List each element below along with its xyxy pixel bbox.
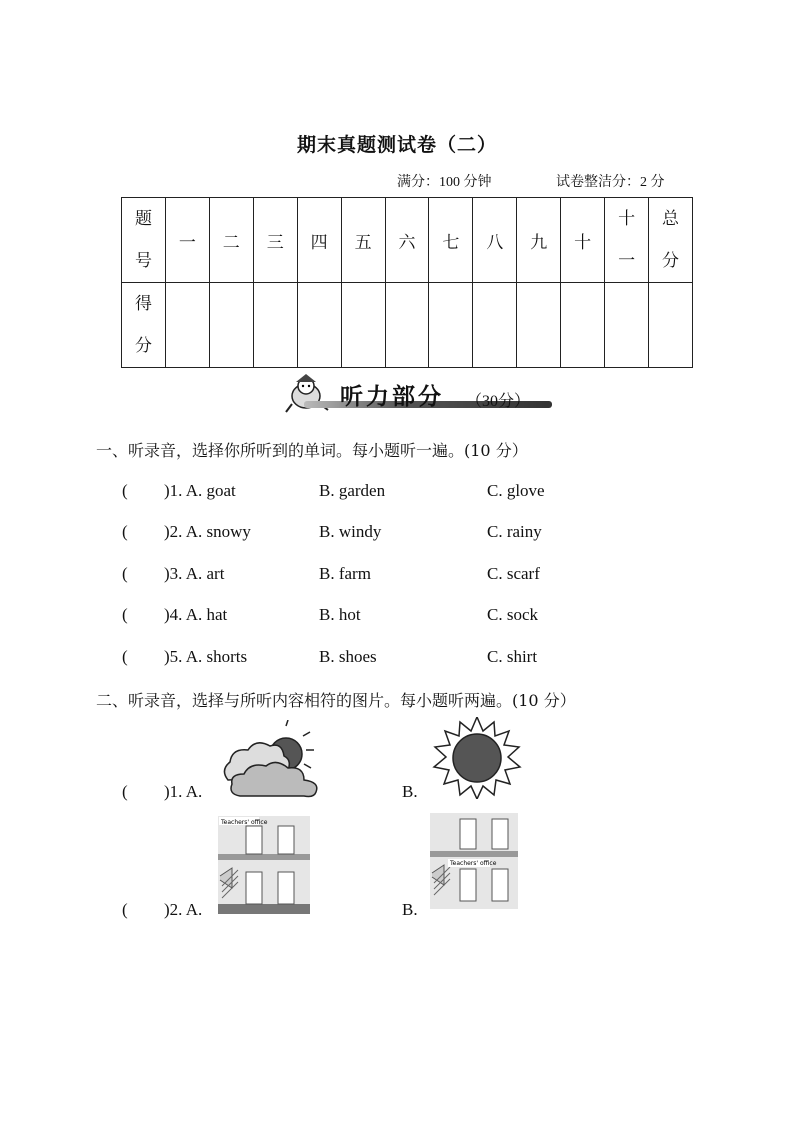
banner-points: （30分）: [466, 393, 531, 410]
score-cell[interactable]: [341, 283, 385, 368]
header-cell: 七: [429, 198, 473, 283]
score-cell[interactable]: [517, 283, 561, 368]
score-row-label: 得 分: [122, 283, 166, 368]
question-1-b: B. garden: [319, 481, 386, 500]
header-cell: 四: [297, 198, 341, 283]
question-2-c: C. rainy: [487, 522, 542, 541]
question-4-c: C. sock: [487, 605, 538, 624]
full-score: 满分：100 分钟: [397, 175, 492, 190]
section1-heading: 一、听录音，选择你所听到的单词。每小题听一遍。(10 分）: [96, 441, 528, 460]
score-cell[interactable]: [165, 283, 209, 368]
score-table: [121, 197, 693, 368]
header-cell: 一: [165, 198, 209, 283]
header-cell: 九: [517, 198, 561, 283]
answer-paren[interactable]: (: [122, 481, 128, 500]
question-5-a: )5. A. shorts: [164, 647, 248, 666]
mascot-icon: [282, 374, 332, 414]
question-5-c: C. shirt: [487, 647, 538, 666]
s2-question-2-a: )2. A.: [164, 900, 203, 919]
header-cell-total: 总 分: [649, 198, 693, 283]
neat-score: 试卷整洁分：2 分: [556, 175, 665, 190]
building-picture-a: [218, 816, 310, 914]
question-2-a: )2. A. snowy: [164, 522, 251, 541]
header-cell-eleven: 十 一: [605, 198, 649, 283]
question-3-a: )3. A. art: [164, 564, 225, 583]
header-cell: 三: [253, 198, 297, 283]
question-3-b: B. farm: [319, 564, 371, 583]
question-1-c: C. glove: [487, 481, 545, 500]
listening-banner: [282, 374, 552, 414]
sign-text-a: Teachers' office: [221, 819, 268, 826]
question-5-b: B. shoes: [319, 647, 377, 666]
header-cell: 二: [209, 198, 253, 283]
answer-paren[interactable]: (: [122, 900, 128, 919]
sun-icon: [432, 717, 522, 799]
question-4-a: )4. A. hat: [164, 605, 228, 624]
page-title: 期末真题测试卷（二）: [296, 134, 497, 156]
building-picture-b: [430, 813, 518, 909]
s2-question-1-b: B.: [402, 782, 418, 801]
answer-paren[interactable]: (: [122, 782, 128, 801]
header-cell: 六: [385, 198, 429, 283]
answer-paren[interactable]: (: [122, 605, 128, 624]
score-cell[interactable]: [649, 283, 693, 368]
banner-text: 听力部分: [340, 384, 444, 410]
s2-question-2-b: B.: [402, 900, 418, 919]
score-cell[interactable]: [385, 283, 429, 368]
sign-text-b: Teachers' office: [450, 860, 497, 867]
score-cell[interactable]: [297, 283, 341, 368]
score-cell[interactable]: [209, 283, 253, 368]
score-cell[interactable]: [605, 283, 649, 368]
section2-heading: 二、听录音，选择与所听内容相符的图片。每小题听两遍。(10 分）: [96, 691, 576, 710]
score-cell[interactable]: [473, 283, 517, 368]
score-cell[interactable]: [253, 283, 297, 368]
answer-paren[interactable]: (: [122, 564, 128, 583]
question-1-a: )1. A. goat: [164, 481, 236, 500]
score-cell[interactable]: [561, 283, 605, 368]
header-cell: 五: [341, 198, 385, 283]
question-3-c: C. scarf: [487, 564, 540, 583]
header-cell: 十: [561, 198, 605, 283]
answer-paren[interactable]: (: [122, 522, 128, 541]
answer-paren[interactable]: (: [122, 647, 128, 666]
header-cell-tihao: 题 号: [122, 198, 166, 283]
question-4-b: B. hot: [319, 605, 361, 624]
question-2-b: B. windy: [319, 522, 382, 541]
header-cell: 八: [473, 198, 517, 283]
score-cell[interactable]: [429, 283, 473, 368]
s2-question-1-a: )1. A.: [164, 782, 203, 801]
cloudy-icon: [218, 720, 322, 800]
